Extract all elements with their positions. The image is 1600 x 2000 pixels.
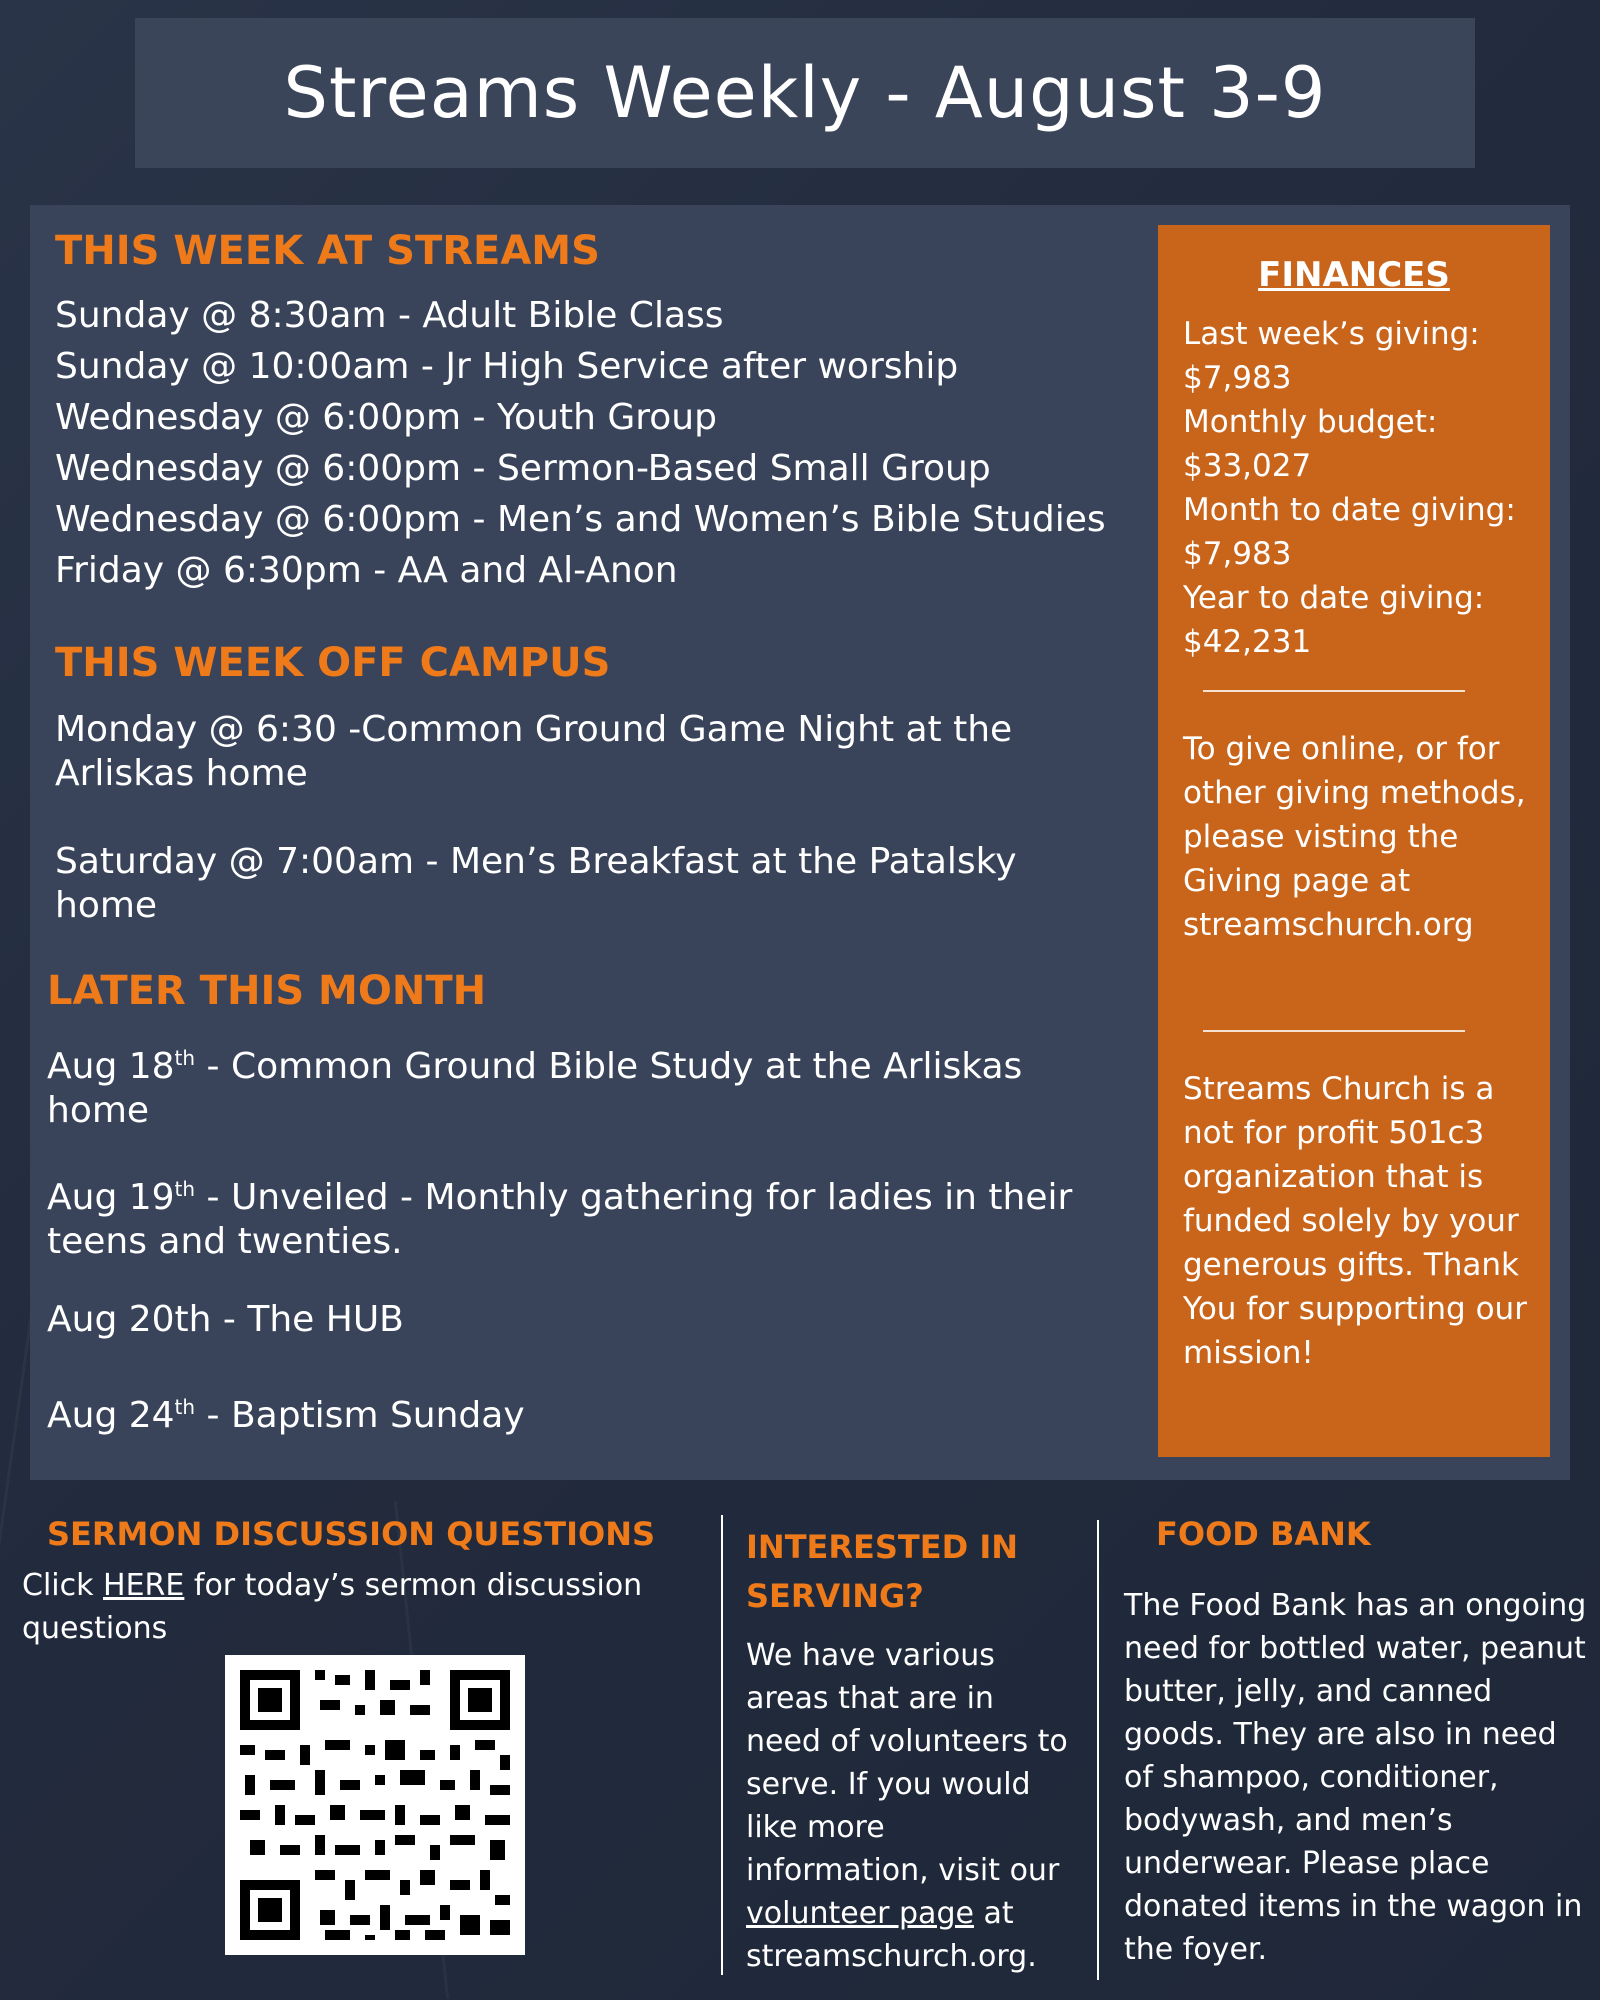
title-bar bbox=[135, 18, 1475, 168]
event-date: Aug 24 bbox=[47, 1395, 175, 1436]
divider bbox=[1203, 1030, 1465, 1032]
event-date: Aug 20th bbox=[47, 1299, 212, 1340]
serving-text-before: We have various areas that are in need of volunteers to serve. If you would like more information, visit our bbox=[746, 1638, 1068, 1888]
event-text: - The HUB bbox=[211, 1299, 404, 1340]
serving-text bbox=[746, 1634, 1076, 1978]
divider bbox=[1203, 690, 1465, 692]
this-week-item: Wednesday @ 6:00pm - Youth Group bbox=[55, 397, 717, 438]
sermon-heading: SERMON DISCUSSION QUESTIONS bbox=[47, 1515, 656, 1553]
volunteer-page-link[interactable]: volunteer page bbox=[746, 1896, 974, 1931]
date-suffix: th bbox=[174, 1395, 196, 1419]
sermon-text-before: Click bbox=[22, 1568, 104, 1603]
later-month-item bbox=[47, 1385, 1097, 1438]
year-to-date-value: $42,231 bbox=[1183, 624, 1312, 660]
later-month-item bbox=[47, 1036, 1097, 1133]
last-week-value: $7,983 bbox=[1183, 360, 1292, 396]
this-week-item: Friday @ 6:30pm - AA and Al-Anon bbox=[55, 550, 678, 591]
serving-text-after: at streamschurch.org. bbox=[746, 1896, 1037, 1974]
monthly-budget-value: $33,027 bbox=[1183, 448, 1312, 484]
date-suffix: th bbox=[174, 1046, 196, 1070]
event-date: Aug 19 bbox=[47, 1177, 175, 1218]
sermon-text bbox=[22, 1564, 662, 1650]
monthly-budget-label: Monthly budget: bbox=[1183, 404, 1438, 440]
later-month-item bbox=[47, 1298, 1097, 1342]
qr-code[interactable] bbox=[225, 1655, 525, 1955]
finances-heading: FINANCES bbox=[1258, 255, 1450, 295]
later-month-item bbox=[47, 1167, 1097, 1264]
year-to-date-label: Year to date giving: bbox=[1183, 580, 1485, 616]
sermon-text-after: for today’s sermon discussion questions bbox=[22, 1568, 643, 1646]
later-month-heading: LATER THIS MONTH bbox=[47, 968, 487, 1014]
event-text: - Common Ground Bible Study at the Arliskas home bbox=[47, 1046, 1023, 1131]
page-title: Streams Weekly - August 3-9 bbox=[283, 52, 1327, 134]
month-to-date-value: $7,983 bbox=[1183, 536, 1292, 572]
this-week-item: Wednesday @ 6:00pm - Men’s and Women’s Bible Studies bbox=[55, 499, 1106, 540]
last-week-label: Last week’s giving: bbox=[1183, 316, 1480, 352]
this-week-item: Sunday @ 10:00am - Jr High Service after worship bbox=[55, 346, 959, 387]
finances-panel bbox=[1158, 225, 1550, 1457]
this-week-heading: THIS WEEK AT STREAMS bbox=[55, 228, 600, 274]
column-divider bbox=[721, 1515, 723, 1975]
food-bank-text: The Food Bank has an ongoing need for bottled water, peanut butter, jelly, and canned goods. They are also in need of shampoo, conditioner, bodywash, and men’s underwear. Please place donated items in the wagon in the foyer. bbox=[1124, 1588, 1587, 1967]
off-campus-item: Monday @ 6:30 -Common Ground Game Night at the Arliskas home bbox=[55, 709, 1013, 794]
give-online-text: To give online, or for other giving methods, please visting the Giving page at streamschurch.org bbox=[1183, 731, 1526, 943]
event-text: - Baptism Sunday bbox=[195, 1395, 525, 1436]
nonprofit-text: Streams Church is a not for profit 501c3 organization that is funded solely by your generous gifts. Thank You for supporting our mission! bbox=[1183, 1071, 1527, 1371]
column-divider bbox=[1097, 1520, 1099, 1980]
event-date: Aug 18 bbox=[47, 1046, 175, 1087]
food-bank-heading: FOOD BANK bbox=[1156, 1515, 1371, 1553]
off-campus-heading: THIS WEEK OFF CAMPUS bbox=[55, 640, 611, 686]
event-text: - Unveiled - Monthly gathering for ladies in their teens and twenties. bbox=[47, 1177, 1073, 1262]
qr-code-icon bbox=[225, 1655, 525, 1955]
serving-heading: INTERESTED IN SERVING? bbox=[746, 1528, 1018, 1615]
month-to-date-label: Month to date giving: bbox=[1183, 492, 1516, 528]
sermon-here-link[interactable]: HERE bbox=[103, 1568, 185, 1603]
this-week-item: Wednesday @ 6:00pm - Sermon-Based Small Group bbox=[55, 448, 991, 489]
date-suffix: th bbox=[174, 1177, 196, 1201]
this-week-item: Sunday @ 8:30am - Adult Bible Class bbox=[55, 295, 724, 336]
off-campus-item: Saturday @ 7:00am - Men’s Breakfast at the Patalsky home bbox=[55, 841, 1017, 926]
